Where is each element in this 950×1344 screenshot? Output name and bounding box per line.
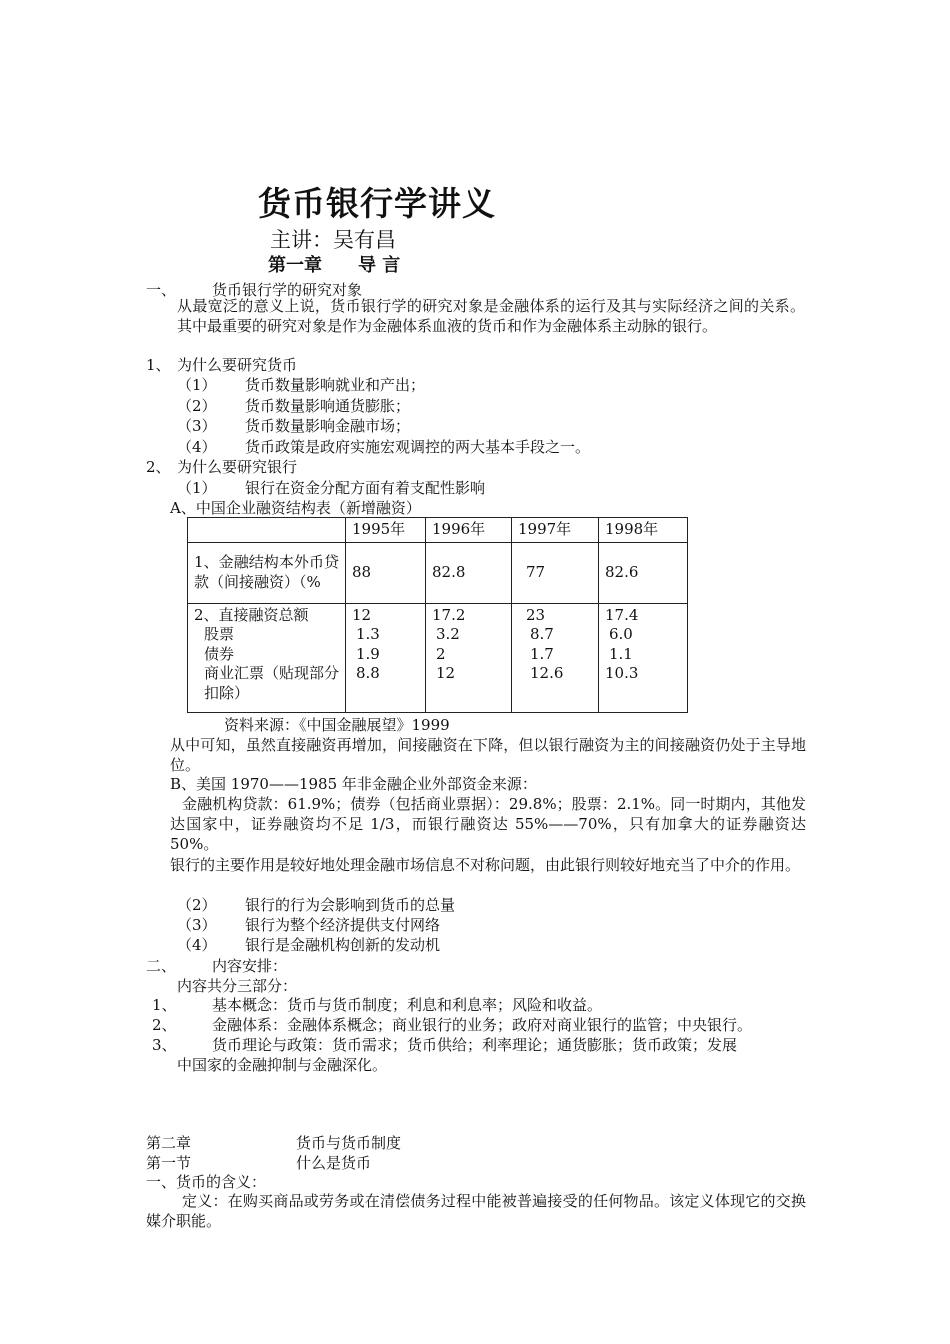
money-item-1: 货币数量影响就业和产出； (245, 376, 426, 394)
bank-item-4-number: （4） (177, 936, 217, 954)
direct-financing-label: 2、直接融资总额 (194, 605, 309, 624)
conclusion-paragraph: 从中可知，虽然直接融资再增加，间接融资在下降，但以银行融资为主的间接融资仍处于主导地位。 (170, 736, 806, 774)
money-definition: 定义：在购买商品或劳务或在清偿债务过程中能被普遍接受的任何物品。该定义体现它的交换媒介职能。 (146, 1192, 806, 1230)
table-cell: 88 (346, 542, 426, 603)
money-item-3: 货币数量影响金融市场； (245, 417, 411, 435)
content-item-3-number: 3、 (152, 1036, 177, 1054)
table-header-row (188, 518, 688, 543)
section-1-label: 第一节 (146, 1154, 192, 1172)
table-row (188, 542, 688, 603)
money-item-4: 货币政策是政府实施宏观调控的两大基本手段之一。 (245, 438, 591, 456)
table-row-label: 1、金融结构本外币贷款（间接融资）（% (188, 542, 346, 603)
table-row-label (188, 603, 346, 712)
table-cell: 82.6 (599, 542, 688, 603)
bank-item-2-number: （2） (177, 896, 217, 914)
value: 8.8 (356, 664, 380, 682)
bank-role-paragraph: 银行的主要作用是较好地处理金融市场信息不对称问题，由此银行则较好地充当了中介的作用。 (170, 856, 801, 874)
stocks-label: 股票 (204, 625, 235, 643)
bank-item-1: 银行在资金分配方面有着支配性影响 (245, 479, 486, 497)
section-1-heading: 货币银行学的研究对象 (212, 281, 363, 299)
value: 6.0 (609, 625, 633, 643)
bank-item-4: 银行是金融机构创新的发动机 (245, 936, 441, 954)
content-item-1-number: 1、 (152, 996, 177, 1014)
table-caption: A、中国企业融资结构表（新增融资） (170, 499, 421, 517)
table-cell: 82.8 (426, 542, 512, 603)
section-1-title: 什么是货币 (296, 1154, 372, 1172)
money-item-1-number: （1） (177, 376, 217, 394)
table-cell (512, 603, 599, 712)
bonds-label: 债券 (204, 644, 235, 663)
section-2-number: 二、 (146, 957, 177, 975)
value: 1.1 (609, 644, 633, 663)
content-item-2: 金融体系：金融体系概念；商业银行的业务；政府对商业银行的监管；中央银行。 (212, 1016, 753, 1034)
us-heading: B、美国 1970——1985 年非金融企业外部资金来源： (170, 775, 537, 793)
bank-item-3-number: （3） (177, 916, 217, 934)
content-item-3: 货币理论与政策：货币需求；货币供给；利率理论；通货膨胀；货币政策；发展 (212, 1036, 738, 1054)
money-heading: 为什么要研究货币 (177, 356, 298, 374)
table-source: 资料来源：《中国金融展望》1999 (224, 716, 450, 734)
bank-item-1-number: （1） (177, 479, 217, 497)
table-cell (346, 603, 426, 712)
bank-number: 2、 (146, 458, 171, 476)
section-2-intro: 内容共分三部分： (177, 977, 298, 995)
money-item-2: 货币数量影响通货膨胀； (245, 397, 411, 415)
value: 23 (526, 605, 546, 624)
section-1-paragraph: 从最宽泛的意义上说，货币银行学的研究对象是金融体系的运行及其与实际经济之间的关系。其中最重要的研究对象是作为金融体系血液的货币和作为金融体系主动脉的银行。 (177, 297, 805, 335)
table-cell (599, 603, 688, 712)
value: 12.6 (530, 664, 564, 682)
table-header-cell: 1997年 (512, 518, 599, 543)
table-cell (426, 603, 512, 712)
value: 1.7 (530, 644, 554, 663)
value: 12 (352, 605, 372, 624)
bank-heading: 为什么要研究银行 (177, 458, 298, 476)
chapter-2-label: 第二章 (146, 1134, 192, 1152)
chapter-1-heading: 第一章 导 言 (268, 255, 401, 276)
financing-structure-table (187, 517, 688, 713)
chapter-2-title: 货币与货币制度 (296, 1134, 402, 1152)
section-1-number: 一、 (146, 281, 177, 299)
section-2-heading: 内容安排： (212, 957, 288, 975)
content-item-2-number: 2、 (152, 1016, 177, 1034)
value: 1.3 (356, 625, 380, 643)
value: 17.4 (605, 605, 639, 624)
bank-item-3: 银行为整个经济提供支付网络 (245, 916, 441, 934)
table-header-cell (188, 518, 346, 543)
content-item-3-continued: 中国家的金融抑制与金融深化。 (177, 1056, 388, 1074)
table-header-cell: 1995年 (346, 518, 426, 543)
value: 2 (436, 644, 446, 663)
table-cell: 77 (512, 542, 599, 603)
table-header-cell: 1998年 (599, 518, 688, 543)
money-number: 1、 (146, 356, 171, 374)
value: 17.2 (432, 605, 466, 624)
money-meaning-heading: 一、货币的含义： (146, 1173, 267, 1191)
value: 3.2 (436, 625, 460, 643)
money-item-3-number: （3） (177, 417, 217, 435)
value: 12 (436, 664, 456, 682)
money-item-4-number: （4） (177, 438, 217, 456)
bank-item-2: 银行的行为会影响到货币的总量 (245, 896, 456, 914)
value: 10.3 (605, 664, 639, 682)
table-row (188, 603, 688, 712)
commercial-bills-label: 商业汇票（贴现部分扣除） (204, 664, 340, 702)
lecturer: 主讲：吴有昌 (270, 228, 396, 252)
value: 1.9 (356, 644, 380, 663)
value: 8.7 (530, 625, 554, 643)
content-item-1: 基本概念：货币与货币制度；利息和利息率；风险和收益。 (212, 996, 603, 1014)
document-title: 货币银行学讲义 (258, 184, 496, 223)
us-paragraph: 金融机构贷款：61.9%；债券（包括商业票据）：29.8%；股票：2.1%。同一时期内，其他发达国家中，证券融资均不足 1/3，而银行融资达 55%——70%，只有加拿大的证券融资达 50%。 (170, 795, 806, 853)
table-header-cell: 1996年 (426, 518, 512, 543)
money-item-2-number: （2） (177, 397, 217, 415)
